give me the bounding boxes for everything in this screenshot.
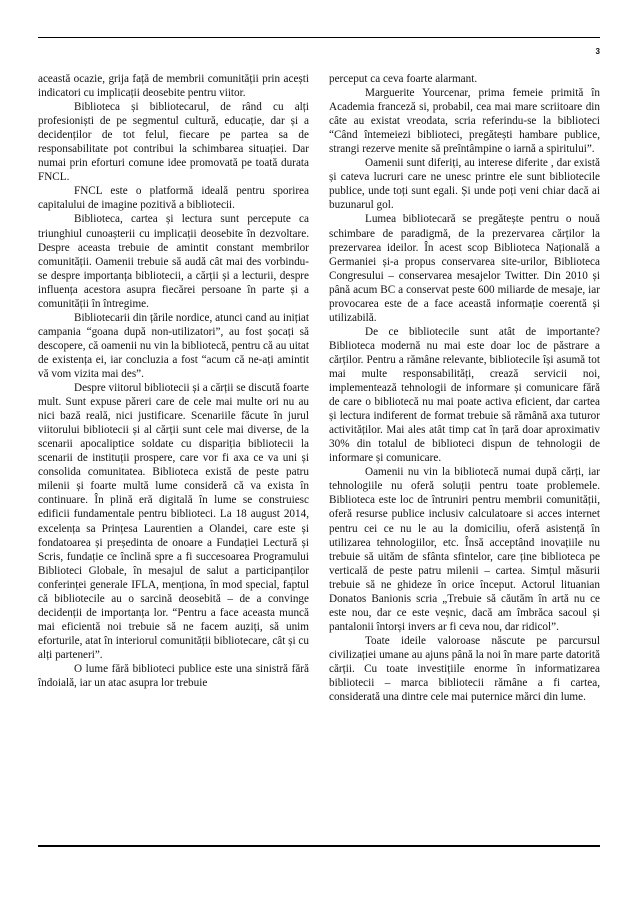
header-rule xyxy=(38,37,600,38)
left-column-paragraph: FNCL este o platformă ideală pentru sporirea capitalului de imagine pozitivă a bibliotecii. xyxy=(38,185,309,212)
left-column-paragraph: Despre viitorul bibliotecii și a cărții se discută foarte mult. Sunt expuse păreri care de cele mai multe ori nu au nici bază reală, nici justificare. Scenariile făcute în jurul viitorului bibliotecii și al cărții sunt cele mai diverse, de la scenarii apocaliptice soldate cu dispariția bibliotecii la scenarii de instituții prospere, care vor fi axa ce va uni și consolida comunitatea. Biblioteca există de peste patru milenii și foarte multă lume consideră că va exista în continuare. În plină eră digitală în lume se construiesc edificii fundamentale pentru biblioteci. La 18 august 2014, excelența sa Prințesa Laurentien a Olandei, care este și fondatoarea și președinta de onoare a Fundației Lectură și Scris, fundație ce înclină spre a fi succesoarea Programului Biblioteci Globale, în mesajul de salut a participanților conferinței generale IFLA, menționa, în mod special, faptul că bibliotecile au o sarcină deosebită – de a convinge decidenții de importanța lor. “Pentru a face aceasta muncă mai eficientă noi trebuie să ne facem auziți, să unim eforturile, atat în interiorul comunității bibliotecare, cât și cu alți parteneri”. xyxy=(38,382,309,661)
right-column-paragraph: Lumea bibliotecară se pregătește pentru o nouă schimbare de paradigmă, de la prezervarea cărților la prezervarea ideilor. În acest scop Biblioteca Națională a Germaniei și-a propus conservarea site-urilor, Biblioteca Congresului – conservarea mesajelor Twitter. Din 2010 și până acum BC a conservat peste 600 miliarde de mesaje, iar provocarea este de a face această informație coerentă și utilizabilă. xyxy=(329,213,600,324)
footer-rule xyxy=(38,845,600,847)
left-column-paragraph: Bibliotecarii din țările nordice, atunci cand au inițiat campania “goana după non-utilizatori”, au fost șocați să descopere, că oamenii nu vin la bibliotecă, pentru că au uitat de existența ei, iar concluzia a fost “acum că ne-ați amintit vă vom vizita mai des”. xyxy=(38,311,309,380)
left-column-paragraph: Biblioteca, cartea și lectura sunt percepute ca triunghiul cunoașterii cu implicații deosebite în dezvoltare. Despre aceasta trebuie de amintit constant membrilor comunității. Oamenii trebuie să audă cât mai des vorbindu-se despre importanța bibliotecii, a cărții și a lecturii, despre influența acestora asupra fiecărei persoane în parte și a comunității în întregime. xyxy=(38,213,309,310)
right-column-paragraph: perceput ca ceva foarte alarmant. xyxy=(329,73,478,85)
right-column-paragraph: De ce bibliotecile sunt atât de importante? Biblioteca modernă nu mai este doar loc de păstrare a cărților. Pentru a rămâne relevante, bibliotecile își asumă tot mai multe responsabilități, crează servicii noi, implementează tehnologii de informare și comunicare fără de care o bibliotecă nu mai poate activa eficient, dar cartea și lectura indiferent de format trebuie să rămână axa tuturor activităților. Mai ales atât timp cat în țară doar aproximativ 30% din totalul de biblioteci dispun de tehnologii de informare și comunicare. xyxy=(329,325,600,465)
right-column-paragraph: Oamenii sunt diferiți, au interese diferite , dar există și cateva lucruri care ne unesc printre ele sunt bibliotecile publice, unde toți sunt egali. Și unde poți veni chiar dacă ai buzunarul gol. xyxy=(329,157,600,212)
left-column-paragraph: O lume fără biblioteci publice este una sinistră fără îndoială, iar un atac asupra lor trebuie xyxy=(38,662,309,690)
page-number: 3 xyxy=(595,47,600,56)
left-column-paragraph: această ocazie, grija față de membrii comunității prin acești indicatori cu implicații deosebite pentru viitor. xyxy=(38,73,309,100)
left-column-paragraph: Biblioteca și bibliotecarul, de rând cu alți profesioniști de pe segmentul cultură, educație, dar și a decidenților de tot felul, fiecare pe partea sa de responsabilitate pot contribui la schimbarea situației. Dar numai prin eforturi comune idee promovată pe toată durata FNCL. xyxy=(38,101,309,184)
right-column-paragraph: Oamenii nu vin la bibliotecă numai după cărți, iar tehnologiile nu oferă soluții pentru toate problemele. Biblioteca este loc de întruniri pentru membrii comunității, oferă resurse publice inclusiv calculatoare si acces internet pentru cei ce nu le au la domiciliu, oferă asistență în utilizarea tehnologiilor, etc. Însă acceptând inovațiile nu trebuie să uităm de sfânta sfintelor, care ține biblioteca pe verticală de peste patru milenii – cartea. Simțul măsurii trebuie să ne ghideze în orice început. Actorul lituanian Donatos Banionis scria „Trebuie să căutăm în artă nu ce este nou, dar ce este veșnic, dacă am îmbrăca sacoul și pantalonii întorși invers ar fi ceva nou, dar ridicol”. xyxy=(329,466,600,633)
right-column xyxy=(329,72,600,704)
right-column-paragraph: Marguerite Yourcenar, prima femeie primită în Academia franceză si, probabil, cea mai mare scriitoare din câte au existat vreodata, scria referindu-se la biblioteci “Când întemeiezi biblioteci, pregătești hambare publice, strangi rezerve menite să preîntâmpine o iarnă a spiritului”. xyxy=(329,87,600,156)
right-column-paragraph: Toate ideile valoroase născute pe parcursul civilizației umane au ajuns până la noi în mare parte datorită cărții. Cu toate investițiile enorme în informatizarea bibliotecii – marca bibliotecii rămâne a fi cartea, considerată una dintre cele mai puternice mărci din lume. xyxy=(329,634,600,704)
left-column xyxy=(38,72,309,690)
